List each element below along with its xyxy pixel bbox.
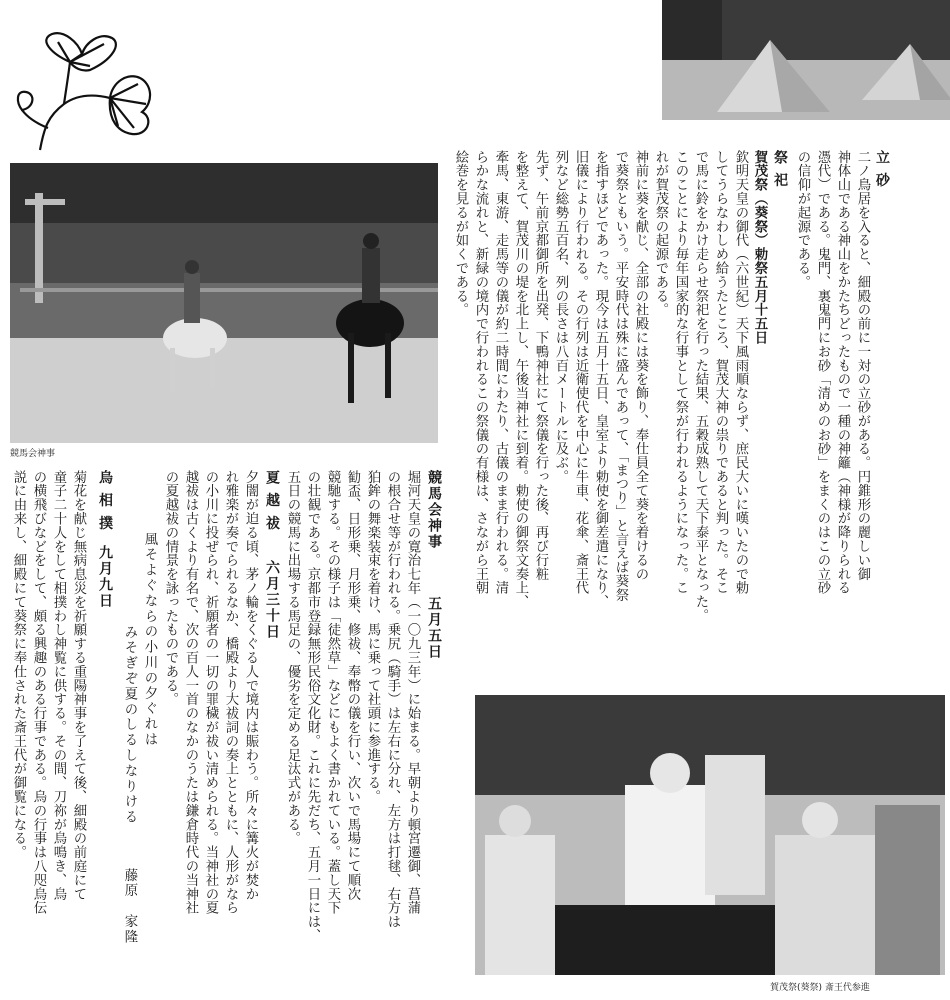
tatezuna-body	[792, 150, 872, 695]
karasu-body	[8, 470, 88, 995]
kurabeuma-line: の根合せ等が行われる。乗尻（騎手）は左右に分れ、左方は打毬、右方は	[385, 470, 400, 929]
nagoshi-heading: 夏 越 祓	[264, 470, 280, 532]
saishi-line: 先ず、午前京都御所を出発、下鴨神社にて祭儀を行った後、再び行粧	[533, 150, 548, 581]
tatezuna-heading: 立 砂	[874, 150, 890, 189]
procession-scene	[475, 695, 945, 975]
kurabeuma-line: 堀河天皇の寛治七年（一〇九三年）に始まる。早朝より頓宮遷御、菖蒲	[405, 470, 420, 915]
karasu-line: 童子二十人をして相撲わし神覧に供する。その間、刀祢が烏鳴き、烏	[51, 470, 66, 901]
nagoshi-poet: 藤原 家隆	[122, 868, 137, 945]
kurabeuma-line: 五日の競馬に出場する馬足の、優劣を定める足汰式がある。	[285, 470, 300, 846]
saishi-line: で馬に鈴をかけ走らせ祭祀を行った結果、五穀成熟して天下泰平となった。	[693, 150, 708, 623]
saishi-line: らかな流れと、新緑の境内で行われるこの祭儀の有様は、さながら王朝	[473, 150, 488, 595]
kurabeuma-date: 五月五日	[426, 596, 442, 660]
kurabeuma-line: の壮観である。京都市登録無形民俗文化財。これに先だち、五月一日には、	[305, 470, 320, 943]
saishi-line: このことにより毎年国家的な行事として祭が行われるようになった。こ	[673, 150, 688, 595]
kurabeuma-heading: 競馬会神事	[426, 470, 442, 550]
karasu-line: の横飛びなどをして、頗る興趣のある行事である。烏の行事は八咫烏伝	[31, 470, 46, 915]
saishi-line: を整えて、賀茂川の堤を北上し、午後当神社に到着。勅使の御祭文奏上、	[513, 150, 528, 609]
tatezuna-line: 憑代）である。鬼門、裏鬼門にお砂「清めのお砂」をまくのはこの立砂	[815, 150, 830, 595]
kurabeuma-line: 勧盃、日形乗、月形乗、修祓、奉幣の儀を行い、次いで馬場にて順次	[345, 470, 360, 901]
tatezuna-line: 二ノ鳥居を入ると、細殿の前に一対の立砂がある。円錐形の麗しい御	[855, 150, 870, 581]
nagoshi-poem-line1: 風そよぐならの小川の夕ぐれは	[142, 532, 157, 748]
horse-race-scene	[10, 163, 438, 443]
saishi-line: れが賀茂祭の起源である。	[653, 150, 668, 317]
karasu-line: 説に由来し、細殿にて葵祭に奉仕された斎王代が御覧になる。	[11, 470, 26, 860]
saishi-line: してうらなわしめ給うたところ、賀茂大神の祟りであると判った。そこ	[713, 150, 728, 595]
saishi-heading: 祭 祀	[772, 150, 788, 189]
nagoshi-line: の小川に投ぜられ、祈願者の一切の罪穢が祓い清められる。当神社の夏	[203, 470, 218, 915]
saishi-line: 列など総勢五百名、列の長さは八百メートルに及ぶ。	[553, 150, 568, 484]
horse-race-caption: 競馬会神事	[10, 449, 56, 459]
saishi-line: 神前に葵を献じ、全部の社殿には葵を飾り、奉仕員全て葵を着けるの	[633, 150, 648, 581]
karasu-line: 菊花を献じ無病息災を祈願する重陽神事を了えて後、細殿の前庭にて	[71, 470, 86, 901]
saishi-line: 欽明天皇の御代（六世紀）天下風雨順ならず、庶民大いに嘆いたので勅	[733, 150, 748, 595]
karasu-date: 九月九日	[97, 545, 113, 609]
saishi-line: 牽馬、東游、走馬等の儀が約二時間にわたり、古儀のまま行われる。清	[493, 150, 508, 595]
saiodai-photo	[475, 695, 945, 975]
nagoshi-line: れ雅楽が奏でられるなか、橋殿より大祓詞の奏上とともに、人形がなら	[223, 470, 238, 915]
kurabeuma-body	[282, 470, 422, 995]
saishi-line: を指すほどであった。現今は五月十五日、皇室より勅使を御差遣になり、	[593, 150, 608, 609]
nagoshi-line: 夕闇が迫る頃、茅ノ輪をくぐる人で境内は賑わう。所々に篝火が焚か	[243, 470, 258, 901]
saishi-line: 旧儀により行われる。その行列は近衛使代を中心に牛車、花傘、斎王代	[573, 150, 588, 595]
saishi-body	[450, 150, 750, 695]
saishi-line: 絵巻を見るが如くである。	[453, 150, 468, 317]
saishi-subheading: 賀茂祭（葵祭）勅祭五月十五日	[752, 150, 768, 345]
nagoshi-poem-line2: みそぎぞ夏のしるしなりける	[122, 625, 137, 826]
tatezuna-photo	[662, 0, 950, 120]
kurabeuma-line: 競馳する。その様子は「徒然草」などにもよく書かれている。蓋し天下	[325, 470, 340, 915]
saishi-line: で葵祭ともいう。平安時代は殊に盛んであって、「まつり」と言えば葵祭	[613, 150, 628, 602]
tatezuna-cones	[662, 0, 950, 120]
nagoshi-line: の夏越祓の情景を詠ったものである。	[163, 470, 178, 707]
karasu-heading: 烏 相 撲	[97, 470, 113, 532]
nagoshi-date: 六月三十日	[264, 560, 280, 640]
nagoshi-line: 越祓は古くより有名で、次の百人一首のなかのうたは鎌倉時代の当神社	[183, 470, 198, 915]
tatezuna-line: の信仰が起源である。	[795, 150, 810, 289]
horse-race-photo	[10, 163, 438, 443]
saiodai-caption: 賀茂祭(葵祭) 斎王代参進	[770, 983, 870, 993]
aoi-leaf-illustration	[8, 32, 158, 154]
nagoshi-body	[160, 470, 260, 995]
kurabeuma-line: 狛鉾の舞楽装束を着け、馬に乗って社頭に参進する。	[365, 470, 380, 804]
tatezuna-line: 神体山である神山をかたちどったもので一種の神籬（神様が降りられる	[835, 150, 850, 595]
